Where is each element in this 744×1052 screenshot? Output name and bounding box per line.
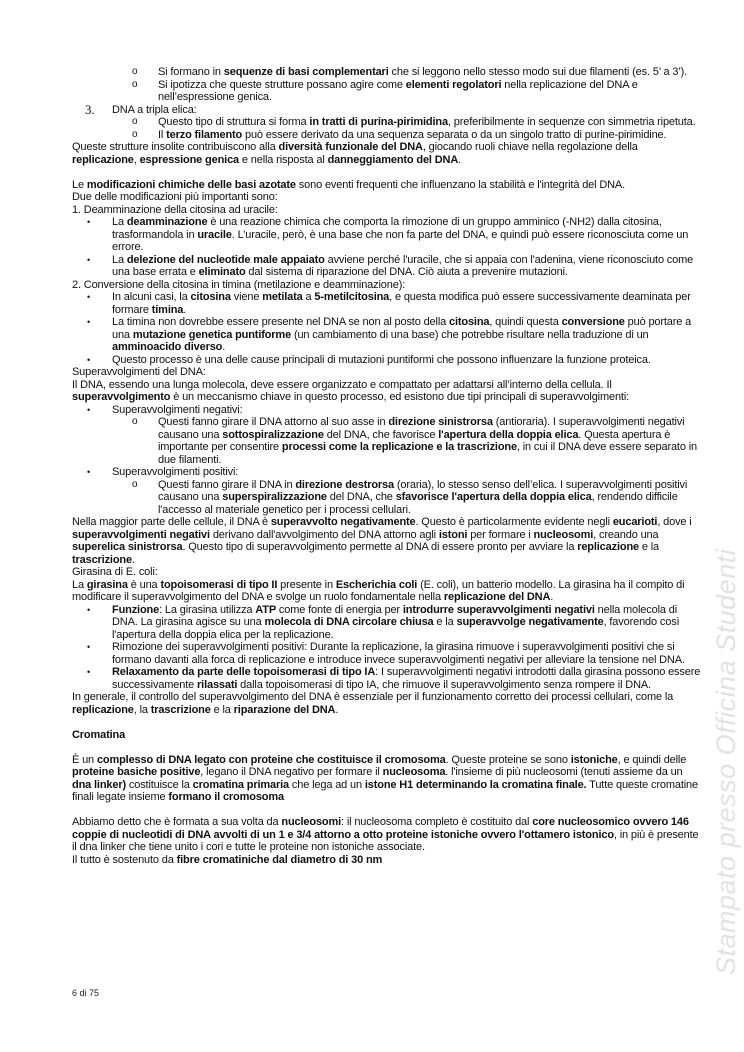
bold-text: danneggiamento del DNA <box>327 153 459 166</box>
list-item <box>72 466 702 479</box>
paragraph <box>72 366 702 379</box>
text: e la <box>638 541 660 553</box>
bold-text: proteine basiche positive <box>72 766 201 778</box>
list-item <box>72 291 702 316</box>
bold-text: nucleosomi <box>281 816 342 828</box>
bold-text: cromatina primaria <box>192 778 290 791</box>
text: Questo processo è una delle cause principali di mutazioni puntiformi che possono influenzare la funzione proteica. <box>112 353 651 366</box>
text: Queste strutture insolite contribuiscono alla <box>72 141 279 153</box>
bold-text: Cromatina <box>72 728 126 741</box>
text: , <box>133 153 140 166</box>
text: Tutte queste cromatine finali legate insieme <box>72 778 698 803</box>
bold-text: terzo filamento <box>166 128 243 141</box>
list-item <box>72 354 702 367</box>
bold-text: dna linker) <box>72 778 126 791</box>
bold-text: 5-metilcitosina <box>314 291 390 303</box>
bold-text: superavvolge negativamente <box>456 616 604 628</box>
sub-bullet-icon: o <box>132 478 138 490</box>
bullet-icon: • <box>87 467 91 477</box>
text: e nella risposta al <box>239 153 328 166</box>
text: . L’uracile, però, è una base che non fa parte del DNA, e quindi può essere riconosciuta come un errore. <box>112 228 689 253</box>
text: La <box>72 578 87 591</box>
text: In generale, il controllo del superavvolgimento del DNA è essenziale per il funzionamento corretto dei processi cellulari, come la <box>72 691 674 703</box>
paragraph <box>72 141 702 166</box>
list-item <box>72 66 702 79</box>
bold-text: modificazioni chimiche delle basi azotate <box>86 178 296 191</box>
text: come fonte di energia per <box>276 603 403 616</box>
sub-bullet-icon: o <box>132 116 138 127</box>
bold-text: girasina <box>86 578 128 591</box>
bold-text: replicazione <box>72 153 134 166</box>
bold-text: diversità funzionale del DNA <box>278 141 423 153</box>
bullet-icon: • <box>87 292 91 302</box>
text: , legano il DNA negativo per formare il <box>200 766 383 778</box>
bold-text: superelica sinistrorsa <box>72 541 183 553</box>
text: del DNA, che <box>326 491 396 503</box>
bold-text: espressione genica <box>139 153 239 166</box>
paragraph <box>72 854 702 867</box>
page-number: 6 di 75 <box>72 988 100 998</box>
text: . <box>183 303 187 316</box>
bold-text: l'apertura della doppia elica <box>438 428 579 441</box>
text: , preferibilmente in sequenze con simmetria ripetuta. <box>447 116 696 128</box>
text: (antioraria). I superavvolgimenti negativi causano una <box>158 416 685 441</box>
bold-text: trascrizione <box>72 553 132 566</box>
bold-text: introdurre superavvolgimenti negativi <box>402 603 595 616</box>
sub-bullet-icon: o <box>132 128 138 140</box>
text: . <box>550 591 554 603</box>
document-body <box>72 66 702 866</box>
text: è una reazione chimica che comporta la rimozione di un gruppo amminico (-NH2) dalla citosina, trasformandola in <box>112 216 662 241</box>
paragraph <box>72 579 702 604</box>
list-item <box>72 604 702 642</box>
text: , e questa modifica può essere successivamente deaminata per formare <box>112 291 691 316</box>
list-item <box>72 116 702 129</box>
text: . Queste proteine se sono <box>445 753 571 766</box>
bold-text: rilassati <box>197 678 238 691</box>
text: : I superavvolgimenti negativi introdotti dalla girasina possono essere successivamente <box>112 666 701 691</box>
text: . Questa apertura è importante per consentire <box>158 428 671 453</box>
text: La <box>112 253 127 266</box>
text: può portare a una <box>112 316 692 341</box>
text: , e quindi delle <box>617 753 687 766</box>
text: , dove i <box>657 516 692 528</box>
bold-text: eliminato <box>198 266 246 278</box>
list-item <box>72 416 702 466</box>
bullet-icon: • <box>87 254 91 265</box>
text: Il tutto è sostenuto da <box>72 853 177 866</box>
sub-bullet-icon: o <box>132 416 138 427</box>
bold-text: Funzione <box>112 603 160 616</box>
paragraph <box>72 379 702 404</box>
text: Questi fanno girare il DNA attorno al suo asse in <box>158 416 389 428</box>
bold-text: delezione del nucleotide male appaiato <box>126 253 325 266</box>
bold-text: riparazione del DNA <box>233 703 336 716</box>
bold-text: in tratti di purina-pirimidina <box>309 116 448 128</box>
paragraph <box>72 816 702 854</box>
text: avviene perché l'uracile, che si appaia con l'adenina, viene riconosciuto come una base errata e <box>112 253 694 278</box>
paragraph <box>72 691 702 716</box>
text: , in più è presente il dna linker che tiene unito i cori e tutte le proteine non istoniche associate. <box>72 828 699 853</box>
bold-text: formano il cromosoma <box>168 791 284 803</box>
bold-text: trascrizione <box>150 703 211 716</box>
text: Il <box>158 128 167 141</box>
text: (oraria), lo stesso senso dell’elica. I superavvolgimenti positivi causano una <box>158 478 688 503</box>
text: . Questo è particolarmente evidente negli <box>415 516 613 528</box>
bold-text: superavvolgimenti negativi <box>72 528 210 541</box>
text: , creando una <box>593 528 659 541</box>
bold-text: conversione <box>561 316 625 328</box>
bold-text: superavvolto negativamente <box>270 516 416 528</box>
bold-text: citosina <box>190 291 231 303</box>
bold-text: uracile <box>197 228 232 241</box>
text: Si ipotizza che queste strutture possano agire come <box>158 78 406 91</box>
bold-text: Escherichia coli <box>335 578 418 591</box>
paragraph <box>72 516 702 566</box>
list-item <box>72 666 702 691</box>
text: a <box>302 291 315 303</box>
bold-text: molecola di DNA circolare chiusa <box>264 616 434 628</box>
text: Questi fanno girare il DNA in <box>158 478 296 491</box>
section-heading <box>72 729 702 742</box>
bold-text: nucleosoma <box>382 766 446 778</box>
text: Due delle modificazioni più importanti sono: <box>72 191 278 203</box>
bold-text: istone H1 determinando la cromatina finale. <box>364 778 587 791</box>
text: , in cui il DNA deve essere separato in due filamenti. <box>158 441 697 466</box>
text: Il DNA, essendo una lunga molecola, deve essere organizzato e compattato per adattarsi all’interno della cellula. Il <box>72 378 612 391</box>
bullet-icon: • <box>87 317 91 327</box>
sub-bullet-icon: o <box>132 66 138 77</box>
text: dal sistema di riparazione del DNA. Ciò aiuta a prevenire mutazioni. <box>245 266 568 278</box>
paragraph <box>72 179 702 192</box>
bold-text: complesso di DNA legato con proteine che costituisce il cromosoma <box>96 753 446 766</box>
list-item <box>72 129 702 142</box>
text: è una <box>127 578 161 591</box>
paragraph <box>72 204 702 217</box>
text: Rimozione dei superavvolgimenti positivi: Durante la replicazione, la girasina rimuove i superavvolgimenti positivi che si formano davanti alla forca di replicazione e introduce invece superavvolgimenti negativi per alleviare la tensione nel DNA. <box>112 641 685 666</box>
text: dalla topoisomerasi di tipo IA, che rimuove il superavvolgimento senza rompere il DNA. <box>237 678 651 691</box>
watermark: Stampato presso Officina Studenti <box>711 548 741 975</box>
text: . <box>131 553 135 566</box>
bullet-icon: • <box>87 667 91 677</box>
text: La timina non dovrebbe essere presente nel DNA se non al posto della <box>112 316 449 328</box>
bold-text: nucleosomi <box>533 528 594 541</box>
text: sono eventi frequenti che influenzano la stabilità e l'integrità del DNA. <box>295 178 626 191</box>
list-item <box>72 79 702 104</box>
bold-text: ATP <box>255 603 277 616</box>
text: Si formano in <box>158 66 224 78</box>
bold-text: replicazione del DNA <box>443 591 551 603</box>
text: è un meccanismo chiave in questo processo, ed esistono due tipi principali di superavvolgimenti: <box>170 391 630 403</box>
text: 2. Conversione della citosina in timina (metilazione e deamminazione): <box>72 278 406 291</box>
bold-text: Relaxamento da parte delle topoisomerasi di tipo IA <box>112 666 376 678</box>
text: . <box>335 703 339 716</box>
text: Girasina di E. coli: <box>72 566 158 578</box>
text: In alcuni casi, la <box>112 291 191 303</box>
text: . <box>458 153 462 166</box>
bullet-icon: • <box>87 404 91 415</box>
bold-text: timina <box>151 303 184 316</box>
text: : il nucleosoma completo è costituito dal <box>341 816 533 828</box>
paragraph <box>72 279 702 292</box>
list-item <box>72 101 702 117</box>
bullet-icon: • <box>87 217 91 227</box>
text: presente in <box>277 578 336 591</box>
text: nella replicazione del DNA e nell’espressione genica. <box>158 78 638 103</box>
text: Nella maggior parte delle cellule, il DNA è <box>72 516 271 528</box>
text: (un cambiamento di una base) che potrebbe risultare nella traduzione di un <box>291 328 649 341</box>
bold-text: deamminazione <box>126 216 208 228</box>
sub-bullet-icon: o <box>132 78 138 90</box>
text: che lega ad un <box>289 778 365 791</box>
bold-text: sequenze di basi complementari <box>223 66 389 78</box>
bold-text: replicazione <box>577 541 639 553</box>
text: 1. Deamminazione della citosina ad uracile: <box>72 203 278 216</box>
paragraph <box>72 566 702 579</box>
text: Le <box>72 178 87 191</box>
text: Questo tipo di struttura si forma <box>158 116 310 128</box>
bold-text: amminoacido diverso <box>112 341 223 353</box>
paragraph <box>72 754 702 804</box>
text: del DNA, che favorisce <box>323 428 439 441</box>
text: Superavvolgimenti del DNA: <box>72 366 206 378</box>
text: Superavvolgimenti positivi: <box>112 466 239 478</box>
bullet-icon: • <box>87 354 91 365</box>
text: Abbiamo detto che è formata a sua volta da <box>72 816 282 828</box>
text: , giocando ruoli chiave nella regolazione della <box>422 141 638 153</box>
bold-text: fibre cromatiniche dal diametro di 30 nm <box>176 853 383 866</box>
list-item <box>72 479 702 517</box>
bold-text: eucarioti <box>612 516 658 528</box>
text: , quindi questa <box>489 316 562 328</box>
text: che si leggono nello stesso modo sui due filamenti (es. 5’ a 3’). <box>388 66 688 78</box>
list-item <box>72 404 702 417</box>
text: per formare i <box>467 528 534 541</box>
paragraph <box>72 191 702 204</box>
text: e la <box>210 703 234 716</box>
text: costituisce la <box>125 778 193 791</box>
bullet-icon: • <box>87 604 91 615</box>
bold-text: direzione destrorsa <box>295 478 394 491</box>
bold-text: istoni <box>438 528 468 541</box>
list-item <box>72 216 702 254</box>
bold-text: superavvolgimento <box>72 391 171 403</box>
bold-text: direzione sinistrorsa <box>388 416 493 428</box>
bold-text: elementi regolatori <box>405 78 502 91</box>
bold-text: topoisomerasi di tipo II <box>160 578 278 591</box>
text: Superavvolgimenti negativi: <box>112 403 243 416</box>
list-number: 3. <box>85 101 95 117</box>
bullet-icon: • <box>87 642 91 652</box>
text: . l'insieme di più nucleosomi (tenuti assieme da un <box>445 766 683 778</box>
text: DNA a tripla elica: <box>112 103 197 116</box>
text: , favorendo così l'apertura della doppia elica per la replicazione. <box>112 616 680 641</box>
bold-text: processi come la replicazione e la trascrizione <box>281 441 517 453</box>
text: . <box>222 341 226 353</box>
text: viene <box>230 291 263 303</box>
bold-text: superspiralizzazione <box>222 491 327 503</box>
list-item <box>72 254 702 279</box>
text: può essere derivato da una sequenza separata o da un singolo tratto di purine-pirimidine. <box>242 128 667 141</box>
text: La <box>112 216 127 228</box>
list-item <box>72 641 702 666</box>
text: È un <box>72 753 97 766</box>
bold-text: core nucleosomico ovvero 146 coppie di nucleotidi di DNA avvolti di un 1 e 3/4 attorno a otto proteine istoniche ovvero l'ottamero istonico <box>72 816 689 841</box>
text: : La girasina utilizza <box>159 603 256 616</box>
bold-text: sfavorisce l'apertura della doppia elica <box>395 491 592 503</box>
text: , rendendo difficile l'accesso al materiale genetico per i processi cellulari. <box>158 491 678 516</box>
text: derivano dall'avvolgimento del DNA attorno agli <box>209 528 439 541</box>
text: , la <box>133 703 151 716</box>
bold-text: replicazione <box>72 703 134 716</box>
bold-text: istoniche <box>570 753 618 766</box>
bold-text: metilata <box>262 291 303 303</box>
bold-text: sottospiralizzazione <box>222 428 324 441</box>
text: nella molecola di DNA. La girasina agisce su una <box>112 603 678 628</box>
list-item <box>72 316 702 354</box>
text: . Questo tipo di superavvolgimento permette al DNA di essere pronto per avviare la <box>182 541 578 553</box>
bold-text: mutazione genetica puntiforme <box>132 328 292 341</box>
text: e la <box>433 616 457 628</box>
text: (E. coli), un batterio modello. La girasina ha il compito di modificare il superavvolgimento del DNA e svolge un ruolo fondamentale nella <box>72 578 685 603</box>
bold-text: citosina <box>448 316 490 328</box>
